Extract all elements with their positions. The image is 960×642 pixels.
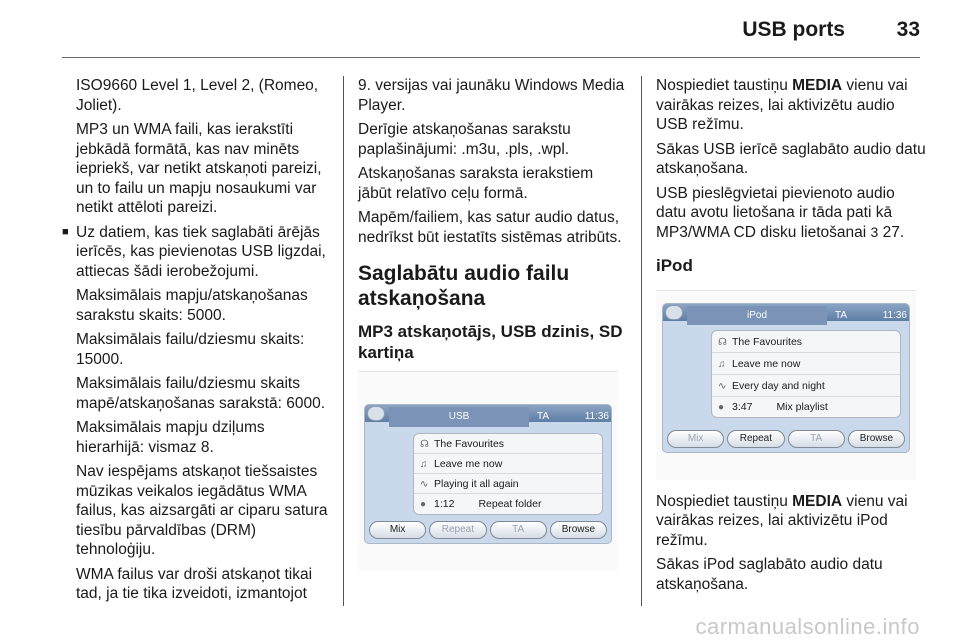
page-header: [0, 0, 960, 60]
paragraph: Derīgie atskaņošanas sarakstu paplašinājumi: .m3u, .pls, .wpl.: [358, 121, 571, 158]
paragraph: Nav iespējams atskaņot tiešsaistes mūzikas veikalos iegādātus WMA failus, kas aizsargāti ar ciparu satura tiesību pārvaldības (DRM) tehnoloģiju.: [76, 463, 328, 558]
list-item: [414, 494, 602, 514]
track-icon: ∿: [420, 479, 429, 490]
track-icon: ∿: [718, 380, 727, 392]
music-note-icon: ♫: [718, 358, 726, 370]
ta-label: TA: [536, 411, 550, 422]
disc-icon: ●: [420, 499, 427, 510]
music-note-icon: ♫: [420, 459, 428, 470]
page-title: USB ports: [742, 18, 845, 41]
usb-display: [364, 404, 612, 544]
watermark: carmanualsonline.info: [695, 614, 920, 639]
paragraph: Maksimālais mapju dziļums hierarhijā: vismaz 8.: [76, 419, 265, 456]
browse-button: Browse: [848, 430, 905, 448]
page-ref-icon: 3: [870, 223, 879, 240]
header-rule: [62, 57, 920, 58]
column-3: [656, 76, 926, 599]
play-mode: Repeat folder: [478, 498, 542, 510]
list-item: ♫ Leave me now: [414, 454, 602, 474]
home-icon: [665, 305, 683, 320]
status-bar: [365, 405, 611, 422]
mix-button: Mix: [369, 521, 426, 539]
paragraph: Maksimālais failu/dziesmu skaits mapē/atskaņošanas sarakstā: 6000.: [76, 375, 326, 412]
bullet-item: ■ Uz datiem, kas tiek saglabāti ārējās ierīcēs, kas pievienotas USB ligzdai, attiecas šādi ierobežojumi.: [62, 223, 332, 282]
ipod-display: [662, 303, 910, 453]
paragraph: ISO9660 Level 1, Level 2, (Romeo, Joliet).: [76, 77, 319, 114]
subsection-title: MP3 atskaņotājs, USB dzinis, SD kartiņa: [358, 322, 623, 362]
track-list: [413, 433, 603, 515]
ta-button: TA: [788, 430, 845, 448]
column-divider: [641, 76, 642, 606]
status-bar: [663, 304, 909, 321]
list-item: ∿ Every day and night: [712, 375, 900, 397]
source-label: USB: [389, 407, 529, 427]
elapsed-time: 3:47: [732, 400, 753, 413]
media-key-label: MEDIA: [792, 77, 843, 94]
column-2: [358, 76, 626, 571]
paragraph: Sākas iPod saglabāto audio datu atskaņošana.: [656, 556, 883, 593]
media-key-label: MEDIA: [792, 492, 843, 510]
paragraph: Nospiediet taustiņu MEDIA vienu vai vairākas reizes, lai aktivizētu audio USB režīmu.: [656, 77, 908, 133]
headphones-icon: ☊: [718, 336, 727, 348]
source-label: iPod: [687, 306, 827, 326]
ta-button: TA: [490, 521, 547, 539]
paragraph: WMA failus var droši atskaņot tikai tad, ja tie tika izveidoti, izmantojot: [76, 565, 313, 602]
mix-button: Mix: [667, 430, 724, 448]
ipod-title: iPod: [656, 256, 693, 275]
list-item: ☊ The Favourites: [414, 434, 602, 454]
browse-button: Browse: [550, 521, 607, 539]
list-item: ∿ Playing it all again: [414, 474, 602, 494]
button-bar: [369, 521, 607, 539]
paragraph: USB pieslēgvietai pievienoto audio datu avotu lietošana ir tāda pati kā MP3/WMA CD disku lietošanai 3 27.: [656, 184, 905, 241]
elapsed-time: 1:12: [434, 498, 455, 510]
clock: 11:36: [584, 411, 609, 422]
section-title: Saglabātu audio failu atskaņošana: [358, 262, 570, 310]
disc-icon: ●: [718, 401, 725, 413]
clock: 11:36: [882, 309, 907, 321]
paragraph: Atskaņošanas saraksta ierakstiem jābūt relatīvo ceļu formā.: [358, 165, 594, 202]
column-divider: [343, 76, 344, 606]
track-list: [711, 330, 901, 418]
button-bar: [667, 430, 905, 448]
paragraph: Nospiediet taustiņu MEDIA vienu vai vairākas reizes, lai aktivizētu iPod režīmu.: [656, 492, 908, 549]
headphones-icon: ☊: [420, 439, 429, 450]
paragraph: Maksimālais mapju/atskaņošanas sarakstu skaits: 5000.: [76, 287, 308, 324]
ta-label: TA: [834, 309, 848, 321]
paragraph: MP3 un WMA faili, kas ierakstīti jebkādā formātā, kas nav minēts iepriekš, var netikt atskaņoti pareizi, un to failu un mapju nosaukumi var netikt attēloti pareizi.: [76, 121, 322, 216]
list-item: ♫ Leave me now: [712, 353, 900, 375]
paragraph: 9. versijas vai jaunāku Windows Media Player.: [358, 77, 625, 114]
home-icon: [367, 406, 385, 421]
ipod-screen-image: [656, 290, 916, 480]
page-number: 33: [896, 18, 920, 41]
paragraph: Sākas USB ierīcē saglabāto audio datu atskaņošana.: [656, 140, 926, 177]
list-item: ☊ The Favourites: [712, 331, 900, 353]
paragraph: Maksimālais failu/dziesmu skaits: 15000.: [76, 331, 305, 368]
usb-screen-image: [358, 371, 618, 571]
list-item: [712, 397, 900, 417]
repeat-button: Repeat: [429, 521, 486, 539]
paragraph: Mapēm/failiem, kas satur audio datus, nedrīkst būt iestatīts sistēmas atribūts.: [358, 209, 622, 246]
repeat-button: Repeat: [727, 430, 784, 448]
play-mode: Mix playlist: [776, 400, 828, 413]
column-1: [62, 76, 332, 609]
